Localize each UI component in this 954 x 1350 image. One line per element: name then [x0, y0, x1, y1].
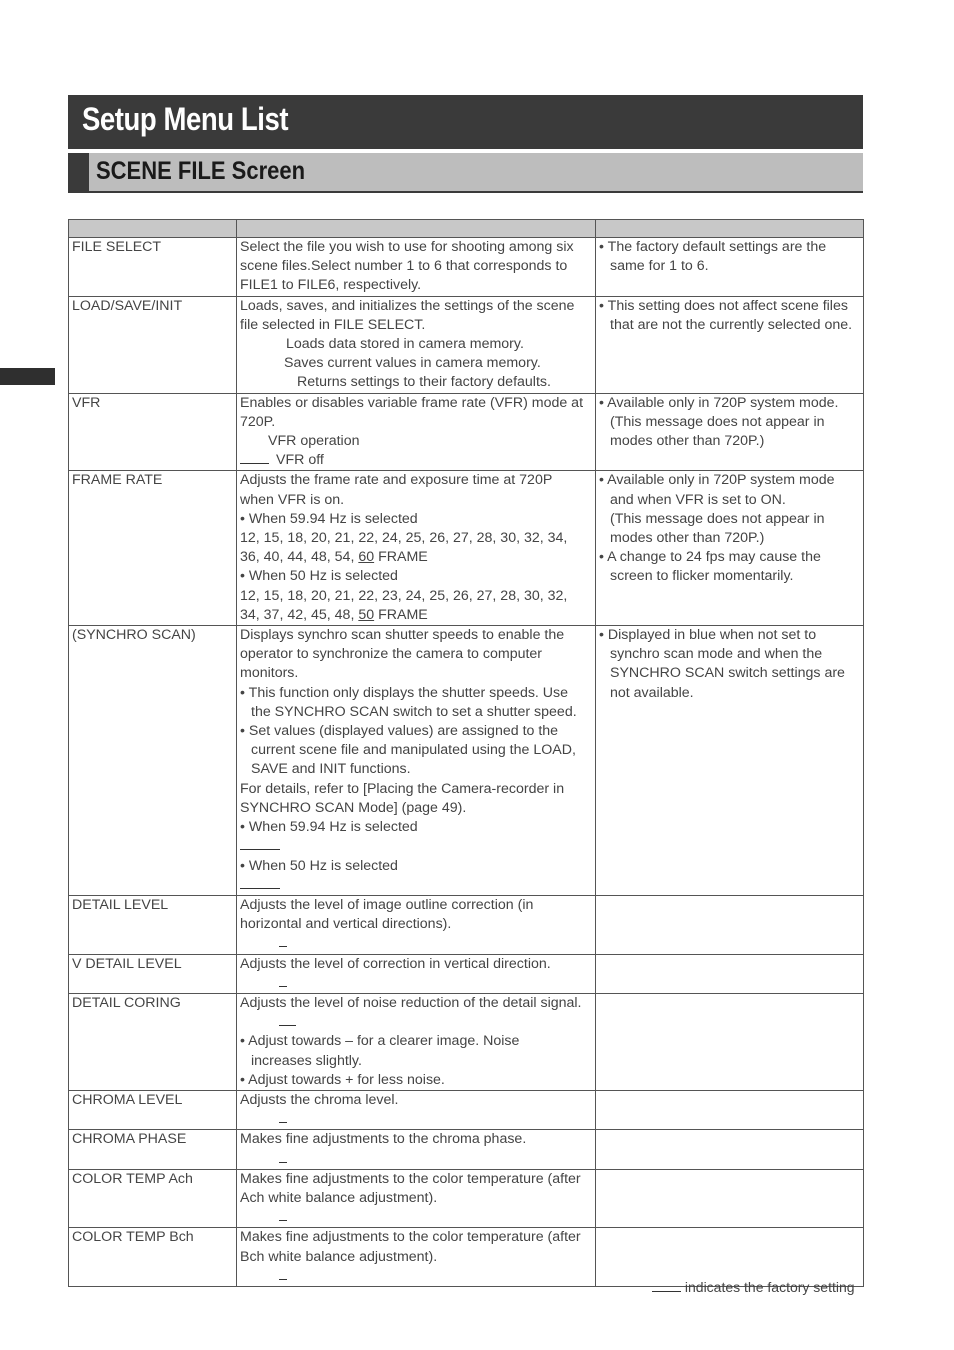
table-row: [69, 393, 864, 471]
description-cell: Enables or disables variable frame rate (VFR) mode at 720P. VFR operation VFR off: [237, 393, 596, 471]
description-cell: Makes fine adjustments to the color temperature (after Bch white balance adjustment).: [237, 1228, 596, 1287]
description-cell: Makes fine adjustments to the color temperature (after Ach white balance adjustment).: [237, 1169, 596, 1228]
page-title: Setup Menu List: [82, 101, 289, 137]
factory-setting-marker: [279, 974, 287, 987]
notes-cell: • The factory default settings are the same for 1 to 6.: [596, 238, 864, 297]
factory-setting-legend: indicates the factory setting: [652, 1279, 855, 1295]
factory-setting-value: 50: [358, 606, 375, 623]
notes-cell: [596, 1130, 864, 1169]
table-row: [69, 1090, 864, 1129]
description-cell: Adjusts the level of noise reduction of the detail signal. • Adjust towards – for a clearer image. Noise increases slightly. • Adjust towards + for less noise.: [237, 993, 596, 1090]
table-row: [69, 1130, 864, 1169]
section-title: SCENE FILE Screen: [96, 157, 306, 185]
item-cell: FILE SELECT: [69, 238, 237, 297]
table-row: [69, 238, 864, 297]
description-cell: Displays synchro scan shutter speeds to enable the operator to synchronize the camera to computer monitors. • This function only displays the shutter speeds. Use the SYNCHRO SCAN switch to set a shutter speed. • Set values (displayed values) are assigned to the current scene file and manipulated using the LOAD, SAVE and INIT functions. For details, refer to [Placing the Camera-recorder in SYNCHRO SCAN Mode] (page 49). • When 59.94 Hz is selected • When 50 Hz is selected: [237, 626, 596, 896]
item-cell: (SYNCHRO SCAN): [69, 626, 237, 896]
notes-cell: • Available only in 720P system mode and when VFR is set to ON. (This message does not appear in modes other than 720P.) • A change to 24 fps may cause the screen to flicker momentarily.: [596, 471, 864, 626]
item-cell: DETAIL CORING: [69, 993, 237, 1090]
description-cell: Adjusts the level of correction in vertical direction.: [237, 954, 596, 993]
item-cell: DETAIL LEVEL: [69, 895, 237, 954]
table-row: [69, 895, 864, 954]
section-title-bar: [68, 153, 863, 193]
notes-cell: [596, 1169, 864, 1228]
notes-cell: [596, 1228, 864, 1287]
table-row: [69, 626, 864, 896]
factory-setting-marker: [240, 837, 280, 850]
table-row: [69, 993, 864, 1090]
description-cell: Loads, saves, and initializes the settings of the scene file selected in FILE SELECT. Loads data stored in camera memory. Saves current values in camera memory. Returns settings to their factory defaults.: [237, 296, 596, 393]
header-cell-item: [69, 220, 237, 238]
factory-setting-marker: [279, 1208, 287, 1221]
item-cell: FRAME RATE: [69, 471, 237, 626]
factory-setting-marker: [240, 876, 280, 889]
table-row: [69, 954, 864, 993]
factory-setting-value: 60: [358, 549, 375, 566]
setup-menu-table: [68, 219, 864, 1287]
item-cell: COLOR TEMP Ach: [69, 1169, 237, 1228]
item-cell: CHROMA LEVEL: [69, 1090, 237, 1129]
table-row: [69, 1228, 864, 1287]
notes-cell: • Available only in 720P system mode. (This message does not appear in modes other than 720P.): [596, 393, 864, 471]
chapter-tab: [0, 368, 55, 385]
factory-setting-marker: [652, 1279, 681, 1292]
factory-setting-marker: [279, 1267, 287, 1280]
factory-setting-marker: [240, 451, 269, 464]
factory-setting-marker: [279, 934, 287, 947]
page-title-bar: [68, 95, 863, 149]
notes-cell: • Displayed in blue when not set to synchro scan mode and when the SYNCHRO SCAN switch settings are not available.: [596, 626, 864, 896]
header-cell-notes: [596, 220, 864, 238]
description-cell: Adjusts the frame rate and exposure time at 720P when VFR is on. • When 59.94 Hz is selected 12, 15, 18, 20, 21, 22, 24, 25, 26, 27, 28, 30, 32, 34, 36, 40, 44, 48, 54, 60 FRAME • When 50 Hz is selected 12, 15, 18, 20, 21, 22, 23, 24, 25, 26, 27, 28, 30, 32, 34, 37, 42, 45, 48, 50 FRAME: [237, 471, 596, 626]
factory-setting-marker: [279, 1150, 287, 1163]
section-accent: [68, 153, 89, 191]
table-header-row: [69, 220, 864, 238]
header-cell-description: [237, 220, 596, 238]
item-cell: COLOR TEMP Bch: [69, 1228, 237, 1287]
notes-cell: [596, 993, 864, 1090]
table-row: [69, 1169, 864, 1228]
table-row: [69, 296, 864, 393]
item-cell: LOAD/SAVE/INIT: [69, 296, 237, 393]
description-cell: Select the file you wish to use for shooting among six scene files.Select number 1 to 6 that corresponds to FILE1 to FILE6, respectively.: [237, 238, 596, 297]
item-cell: VFR: [69, 393, 237, 471]
item-cell: V DETAIL LEVEL: [69, 954, 237, 993]
description-cell: Makes fine adjustments to the chroma phase.: [237, 1130, 596, 1169]
description-cell: Adjusts the level of image outline correction (in horizontal and vertical directions).: [237, 895, 596, 954]
table-row: [69, 471, 864, 626]
item-cell: CHROMA PHASE: [69, 1130, 237, 1169]
notes-cell: [596, 1090, 864, 1129]
factory-setting-marker: [279, 1110, 287, 1123]
description-cell: Adjusts the chroma level.: [237, 1090, 596, 1129]
factory-setting-marker: [279, 1013, 296, 1026]
notes-cell: [596, 895, 864, 954]
notes-cell: [596, 954, 864, 993]
notes-cell: • This setting does not affect scene files that are not the currently selected one.: [596, 296, 864, 393]
